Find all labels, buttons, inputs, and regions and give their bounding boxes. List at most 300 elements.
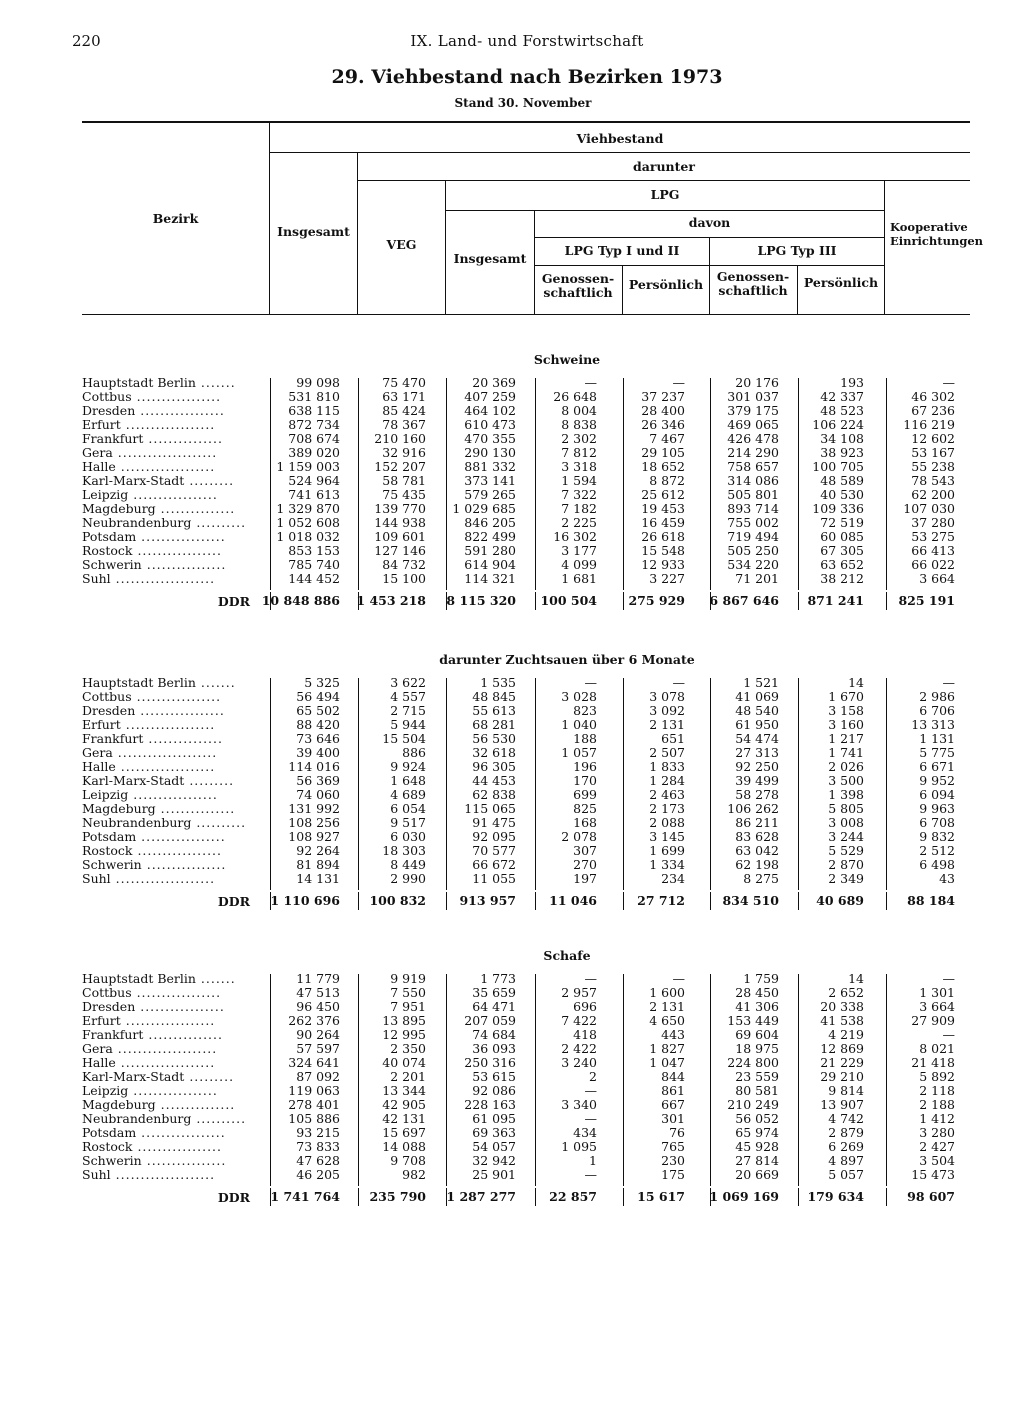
table-cell: 65 974 — [735, 1125, 779, 1140]
table-cell: 373 141 — [464, 473, 516, 488]
section-title: Schweine — [533, 352, 601, 367]
table-cell: 85 424 — [382, 403, 426, 418]
table-cell: 2 463 — [649, 787, 685, 802]
table-cell: — — [584, 1083, 597, 1098]
table-cell: 2 715 — [390, 703, 426, 718]
table-cell: 844 — [661, 1069, 685, 1084]
table-cell: 56 530 — [472, 731, 516, 746]
bezirk-label: Frankfurt ............... — [82, 732, 223, 746]
table-cell: 152 207 — [374, 459, 426, 474]
table-cell: 5 529 — [828, 843, 864, 858]
table-cell: 5 057 — [828, 1167, 864, 1182]
bezirk-label: Dresden ................. — [82, 704, 225, 718]
bezirk-label: Hauptstadt Berlin ....... — [82, 972, 236, 986]
table-cell: 270 — [573, 857, 597, 872]
table-cell: 3 177 — [561, 543, 597, 558]
table-cell: 1 741 — [828, 745, 864, 760]
table-cell: 55 238 — [911, 459, 955, 474]
table-cell: 3 244 — [828, 829, 864, 844]
total-cell: 100 504 — [540, 593, 597, 608]
table-cell: 48 589 — [820, 473, 864, 488]
table-cell: 37 280 — [911, 515, 955, 530]
table-cell: 1 334 — [649, 857, 685, 872]
table-cell: 2 879 — [828, 1125, 864, 1140]
table-cell: 14 — [848, 675, 864, 690]
table-cell: 6 094 — [919, 787, 955, 802]
table-cell: 114 016 — [288, 759, 340, 774]
table-cell: 2 131 — [649, 717, 685, 732]
header-veg: VEG — [386, 237, 417, 252]
table-cell: 470 355 — [464, 431, 516, 446]
table-cell: 168 — [573, 815, 597, 830]
table-cell: 1 057 — [561, 745, 597, 760]
table-cell: 26 648 — [553, 389, 597, 404]
table-cell: 2 201 — [390, 1069, 426, 1084]
table-cell: 579 265 — [464, 487, 516, 502]
table-cell: 175 — [661, 1167, 685, 1182]
table-cell: 56 369 — [296, 773, 340, 788]
total-cell: 1 741 764 — [270, 1189, 340, 1204]
bezirk-label: Potsdam ................. — [82, 530, 226, 544]
total-cell: 825 191 — [898, 593, 955, 608]
table-cell: 62 838 — [472, 787, 516, 802]
table-cell: 822 499 — [464, 529, 516, 544]
total-cell: 27 712 — [637, 893, 685, 908]
table-cell: 1 594 — [561, 473, 597, 488]
table-cell: — — [672, 375, 685, 390]
header-persoenlich-1: Persönlich — [628, 277, 704, 292]
table-cell: 1 284 — [649, 773, 685, 788]
table-cell: 12 995 — [382, 1027, 426, 1042]
table-cell: 314 086 — [727, 473, 779, 488]
total-cell: 235 790 — [369, 1189, 426, 1204]
total-cell: 1 453 218 — [356, 593, 426, 608]
table-cell: 1 159 003 — [276, 459, 340, 474]
table-cell: 63 042 — [735, 843, 779, 858]
table-cell: 197 — [573, 871, 597, 886]
table-cell: 75 470 — [382, 375, 426, 390]
table-cell: 741 613 — [288, 487, 340, 502]
table-cell: 80 581 — [735, 1083, 779, 1098]
table-cell: 38 923 — [820, 445, 864, 460]
table-cell: 505 250 — [727, 543, 779, 558]
table-cell: 853 153 — [288, 543, 340, 558]
table-cell: 651 — [661, 731, 685, 746]
table-cell: 67 236 — [911, 403, 955, 418]
table-cell: 1 833 — [649, 759, 685, 774]
table-cell: 21 418 — [911, 1055, 955, 1070]
header-divider — [357, 152, 358, 314]
table-cell: 139 770 — [374, 501, 426, 516]
table-cell: 2 986 — [919, 689, 955, 704]
table-cell: 6 708 — [919, 815, 955, 830]
table-cell: 20 176 — [735, 375, 779, 390]
table-cell: 307 — [573, 843, 597, 858]
table-cell: 6 498 — [919, 857, 955, 872]
table-cell: 100 705 — [812, 459, 864, 474]
header-genossenschaftlich-2: Genossen-schaftlich — [716, 269, 790, 298]
table-cell: 534 220 — [727, 557, 779, 572]
table-cell: 53 615 — [472, 1069, 516, 1084]
bezirk-label: Gera .................... — [82, 446, 218, 460]
table-cell: 88 420 — [296, 717, 340, 732]
table-cell: 5 775 — [919, 745, 955, 760]
table-cell: 719 494 — [727, 529, 779, 544]
bezirk-label: Schwerin ................ — [82, 858, 227, 872]
table-cell: 196 — [573, 759, 597, 774]
bezirk-label: Neubrandenburg .......... — [82, 516, 247, 530]
table-cell: 58 278 — [735, 787, 779, 802]
table-cell: 765 — [661, 1139, 685, 1154]
table-cell: 36 093 — [472, 1041, 516, 1056]
table-cell: 8 021 — [919, 1041, 955, 1056]
table-cell: 78 367 — [382, 417, 426, 432]
table-cell: 1 095 — [561, 1139, 597, 1154]
table-cell: 40 074 — [382, 1055, 426, 1070]
total-cell: 913 957 — [459, 893, 516, 908]
table-cell: 7 422 — [561, 1013, 597, 1028]
bezirk-label: Halle ................... — [82, 1056, 216, 1070]
table-cell: 28 400 — [641, 403, 685, 418]
table-cell: 67 305 — [820, 543, 864, 558]
table-cell: 2 173 — [649, 801, 685, 816]
page-number: 220 — [72, 32, 101, 50]
table-cell: 115 065 — [464, 801, 516, 816]
total-cell: 6 867 646 — [709, 593, 779, 608]
total-cell: 871 241 — [807, 593, 864, 608]
table-cell: 60 085 — [820, 529, 864, 544]
table-cell: 9 517 — [390, 815, 426, 830]
table-cell: 92 250 — [735, 759, 779, 774]
header-typ-3: LPG Typ III — [757, 243, 837, 258]
table-cell: 591 280 — [464, 543, 516, 558]
table-cell: 21 229 — [820, 1055, 864, 1070]
table-cell: 1 — [589, 1153, 597, 1168]
total-cell: 10 848 886 — [261, 593, 340, 608]
table-cell: 524 964 — [288, 473, 340, 488]
table-cell: 886 — [402, 745, 426, 760]
table-cell: 7 182 — [561, 501, 597, 516]
table-cell: 41 306 — [735, 999, 779, 1014]
table-cell: 3 280 — [919, 1125, 955, 1140]
table-cell: 73 833 — [296, 1139, 340, 1154]
table-cell: 15 100 — [382, 571, 426, 586]
table-cell: 861 — [661, 1083, 685, 1098]
table-cell: 14 131 — [296, 871, 340, 886]
table-cell: 2 026 — [828, 759, 864, 774]
header-typ-1-2: LPG Typ I und II — [564, 243, 680, 258]
table-cell: 63 171 — [382, 389, 426, 404]
table-cell: 27 814 — [735, 1153, 779, 1168]
table-cell: 27 313 — [735, 745, 779, 760]
table-cell: 7 812 — [561, 445, 597, 460]
table-cell: 758 657 — [727, 459, 779, 474]
table-cell: 114 321 — [464, 571, 516, 586]
table-cell: — — [584, 675, 597, 690]
table-cell: 1 648 — [390, 773, 426, 788]
table-cell: 13 895 — [382, 1013, 426, 1028]
table-cell: 70 577 — [472, 843, 516, 858]
table-cell: 66 413 — [911, 543, 955, 558]
table-cell: 55 613 — [472, 703, 516, 718]
table-cell: 4 689 — [390, 787, 426, 802]
table-cell: 1 600 — [649, 985, 685, 1000]
table-cell: 44 453 — [472, 773, 516, 788]
table-cell: 1 521 — [743, 675, 779, 690]
table-cell: 64 471 — [472, 999, 516, 1014]
table-cell: 34 108 — [820, 431, 864, 446]
table-cell: 188 — [573, 731, 597, 746]
total-cell: 275 929 — [628, 593, 685, 608]
table-cell: 69 363 — [472, 1125, 516, 1140]
table-cell: 42 337 — [820, 389, 864, 404]
table-cell: 41 069 — [735, 689, 779, 704]
table-cell: 426 478 — [727, 431, 779, 446]
table-cell: 57 597 — [296, 1041, 340, 1056]
table-cell: — — [584, 375, 597, 390]
table-cell: 3 318 — [561, 459, 597, 474]
bezirk-label: Leipzig ................. — [82, 488, 218, 502]
table-cell: 72 519 — [820, 515, 864, 530]
bezirk-label: Karl-Marx-Stadt ......... — [82, 474, 235, 488]
table-cell: 1 329 870 — [276, 501, 340, 516]
table-subtitle: Stand 30. November — [454, 96, 592, 110]
table-cell: 107 030 — [903, 501, 955, 516]
table-cell: 131 992 — [288, 801, 340, 816]
table-title: 29. Viehbestand nach Bezirken 1973 — [331, 66, 723, 88]
table-cell: 81 894 — [296, 857, 340, 872]
table-cell: 86 211 — [735, 815, 779, 830]
header-lpg-insgesamt: Insgesamt — [453, 251, 527, 266]
total-cell: 1 069 169 — [709, 1189, 779, 1204]
table-cell: 1 018 032 — [276, 529, 340, 544]
table-cell: 47 628 — [296, 1153, 340, 1168]
table-cell: 16 302 — [553, 529, 597, 544]
table-cell: 92 095 — [472, 829, 516, 844]
table-cell: 1 217 — [828, 731, 864, 746]
table-cell: 3 664 — [919, 571, 955, 586]
total-cell: 98 607 — [907, 1189, 955, 1204]
table-cell: 20 369 — [472, 375, 516, 390]
table-cell: 2 088 — [649, 815, 685, 830]
table-cell: 47 513 — [296, 985, 340, 1000]
table-cell: 379 175 — [727, 403, 779, 418]
header-rule-lpg — [446, 210, 884, 211]
table-cell: 27 909 — [911, 1013, 955, 1028]
table-cell: 26 346 — [641, 417, 685, 432]
total-cell: 834 510 — [722, 893, 779, 908]
table-cell: 7 951 — [390, 999, 426, 1014]
table-cell: 3 158 — [828, 703, 864, 718]
bezirk-label: Neubrandenburg .......... — [82, 816, 247, 830]
table-cell: 2 990 — [390, 871, 426, 886]
table-cell: 39 499 — [735, 773, 779, 788]
table-cell: 2 422 — [561, 1041, 597, 1056]
table-cell: 61 095 — [472, 1111, 516, 1126]
table-cell: 1 535 — [480, 675, 516, 690]
table-cell: 505 801 — [727, 487, 779, 502]
bezirk-label: Leipzig ................. — [82, 788, 218, 802]
table-cell: 9 952 — [919, 773, 955, 788]
table-cell: 106 262 — [727, 801, 779, 816]
total-cell: 15 617 — [637, 1189, 685, 1204]
table-cell: 224 800 — [727, 1055, 779, 1070]
table-cell: — — [584, 1111, 597, 1126]
table-cell: 25 612 — [641, 487, 685, 502]
bezirk-label: Suhl .................... — [82, 1168, 216, 1182]
table-cell: 20 669 — [735, 1167, 779, 1182]
table-cell: 25 901 — [472, 1167, 516, 1182]
table-cell: 66 022 — [911, 557, 955, 572]
table-cell: 1 670 — [828, 689, 864, 704]
table-cell: 1 131 — [919, 731, 955, 746]
table-cell: 418 — [573, 1027, 597, 1042]
table-cell: 76 — [669, 1125, 685, 1140]
total-cell: 1 287 277 — [446, 1189, 516, 1204]
table-cell: 48 523 — [820, 403, 864, 418]
table-cell: 3 227 — [649, 571, 685, 586]
table-cell: 58 781 — [382, 473, 426, 488]
table-cell: 32 916 — [382, 445, 426, 460]
table-cell: 78 543 — [911, 473, 955, 488]
total-cell: 40 689 — [816, 893, 864, 908]
table-cell: 16 459 — [641, 515, 685, 530]
table-cell: 7 322 — [561, 487, 597, 502]
table-cell: 193 — [840, 375, 864, 390]
table-cell: 75 435 — [382, 487, 426, 502]
bezirk-label: Leipzig ................. — [82, 1084, 218, 1098]
table-cell: 230 — [661, 1153, 685, 1168]
table-cell: — — [942, 1027, 955, 1042]
table-cell: 9 814 — [828, 1083, 864, 1098]
table-cell: 29 210 — [820, 1069, 864, 1084]
table-cell: 290 130 — [464, 445, 516, 460]
table-cell: 9 924 — [390, 759, 426, 774]
table-cell: 42 905 — [382, 1097, 426, 1112]
bezirk-label: Erfurt .................. — [82, 718, 216, 732]
header-divider — [269, 123, 270, 314]
table-cell: 170 — [573, 773, 597, 788]
table-cell: 74 060 — [296, 787, 340, 802]
table-cell: 46 302 — [911, 389, 955, 404]
table-cell: 5 944 — [390, 717, 426, 732]
total-cell: 8 115 320 — [446, 593, 516, 608]
table-cell: — — [672, 675, 685, 690]
table-cell: 63 652 — [820, 557, 864, 572]
table-cell: 43 — [939, 871, 955, 886]
table-cell: 638 115 — [288, 403, 340, 418]
table-cell: 32 618 — [472, 745, 516, 760]
header-rule-viehbestand — [270, 152, 970, 153]
bezirk-label: Suhl .................... — [82, 872, 216, 886]
table-cell: 3 145 — [649, 829, 685, 844]
table-cell: 846 205 — [464, 515, 516, 530]
table-cell: 45 928 — [735, 1139, 779, 1154]
table-cell: 6 054 — [390, 801, 426, 816]
table-cell: 61 950 — [735, 717, 779, 732]
table-cell: 3 028 — [561, 689, 597, 704]
table-cell: 73 646 — [296, 731, 340, 746]
bezirk-label: Rostock ................. — [82, 844, 223, 858]
table-cell: 4 099 — [561, 557, 597, 572]
table-cell: 12 933 — [641, 557, 685, 572]
table-cell: 83 628 — [735, 829, 779, 844]
table-cell: 708 674 — [288, 431, 340, 446]
table-cell: 37 237 — [641, 389, 685, 404]
table-cell: 69 604 — [735, 1027, 779, 1042]
bezirk-label: Rostock ................. — [82, 544, 223, 558]
table-cell: 96 450 — [296, 999, 340, 1014]
header-bezirk: Bezirk — [152, 211, 199, 226]
table-cell: 389 020 — [288, 445, 340, 460]
table-cell: 872 734 — [288, 417, 340, 432]
table-cell: 8 872 — [649, 473, 685, 488]
table-cell: 2 652 — [828, 985, 864, 1000]
table-cell: 5 325 — [304, 675, 340, 690]
table-cell: 4 219 — [828, 1027, 864, 1042]
table-cell: 1 029 685 — [452, 501, 516, 516]
total-cell: 22 857 — [549, 1189, 597, 1204]
table-cell: 210 249 — [727, 1097, 779, 1112]
table-cell: 755 002 — [727, 515, 779, 530]
header-genossenschaftlich-1: Genossen-schaftlich — [541, 271, 615, 300]
table-cell: 84 732 — [382, 557, 426, 572]
table-cell: 610 473 — [464, 417, 516, 432]
table-cell: 38 212 — [820, 571, 864, 586]
bezirk-label: Karl-Marx-Stadt ......... — [82, 774, 235, 788]
table-cell: 116 219 — [903, 417, 955, 432]
table-cell: 13 313 — [911, 717, 955, 732]
table-cell: 41 538 — [820, 1013, 864, 1028]
total-cell: 100 832 — [369, 893, 426, 908]
table-cell: 13 344 — [382, 1083, 426, 1098]
table-cell: — — [942, 375, 955, 390]
table-cell: 1 681 — [561, 571, 597, 586]
table-cell: 1 052 608 — [276, 515, 340, 530]
bezirk-label: Suhl .................... — [82, 572, 216, 586]
table-cell: 65 502 — [296, 703, 340, 718]
table-cell: 144 452 — [288, 571, 340, 586]
table-cell: 823 — [573, 703, 597, 718]
table-cell: 2 118 — [919, 1083, 955, 1098]
table-cell: 3 622 — [390, 675, 426, 690]
table-cell: 8 449 — [390, 857, 426, 872]
table-cell: 4 557 — [390, 689, 426, 704]
table-cell: 26 618 — [641, 529, 685, 544]
table-cell: 3 340 — [561, 1097, 597, 1112]
table-cell: 2 870 — [828, 857, 864, 872]
header-top-rule — [82, 121, 970, 123]
table-cell: 74 684 — [472, 1027, 516, 1042]
table-cell: 2 — [589, 1069, 597, 1084]
table-cell: 6 706 — [919, 703, 955, 718]
table-cell: 14 088 — [382, 1139, 426, 1154]
table-cell: 1 040 — [561, 717, 597, 732]
table-cell: 12 602 — [911, 431, 955, 446]
table-cell: 96 305 — [472, 759, 516, 774]
total-label: DDR — [217, 594, 250, 609]
table-cell: 105 886 — [288, 1111, 340, 1126]
bezirk-label: Magdeburg ............... — [82, 502, 236, 516]
table-cell: 407 259 — [464, 389, 516, 404]
table-cell: 71 201 — [735, 571, 779, 586]
table-cell: 228 163 — [464, 1097, 516, 1112]
table-cell: 434 — [573, 1125, 597, 1140]
table-cell: 207 059 — [464, 1013, 516, 1028]
bezirk-label: Erfurt .................. — [82, 418, 216, 432]
table-cell: 68 281 — [472, 717, 516, 732]
table-cell: 2 225 — [561, 515, 597, 530]
